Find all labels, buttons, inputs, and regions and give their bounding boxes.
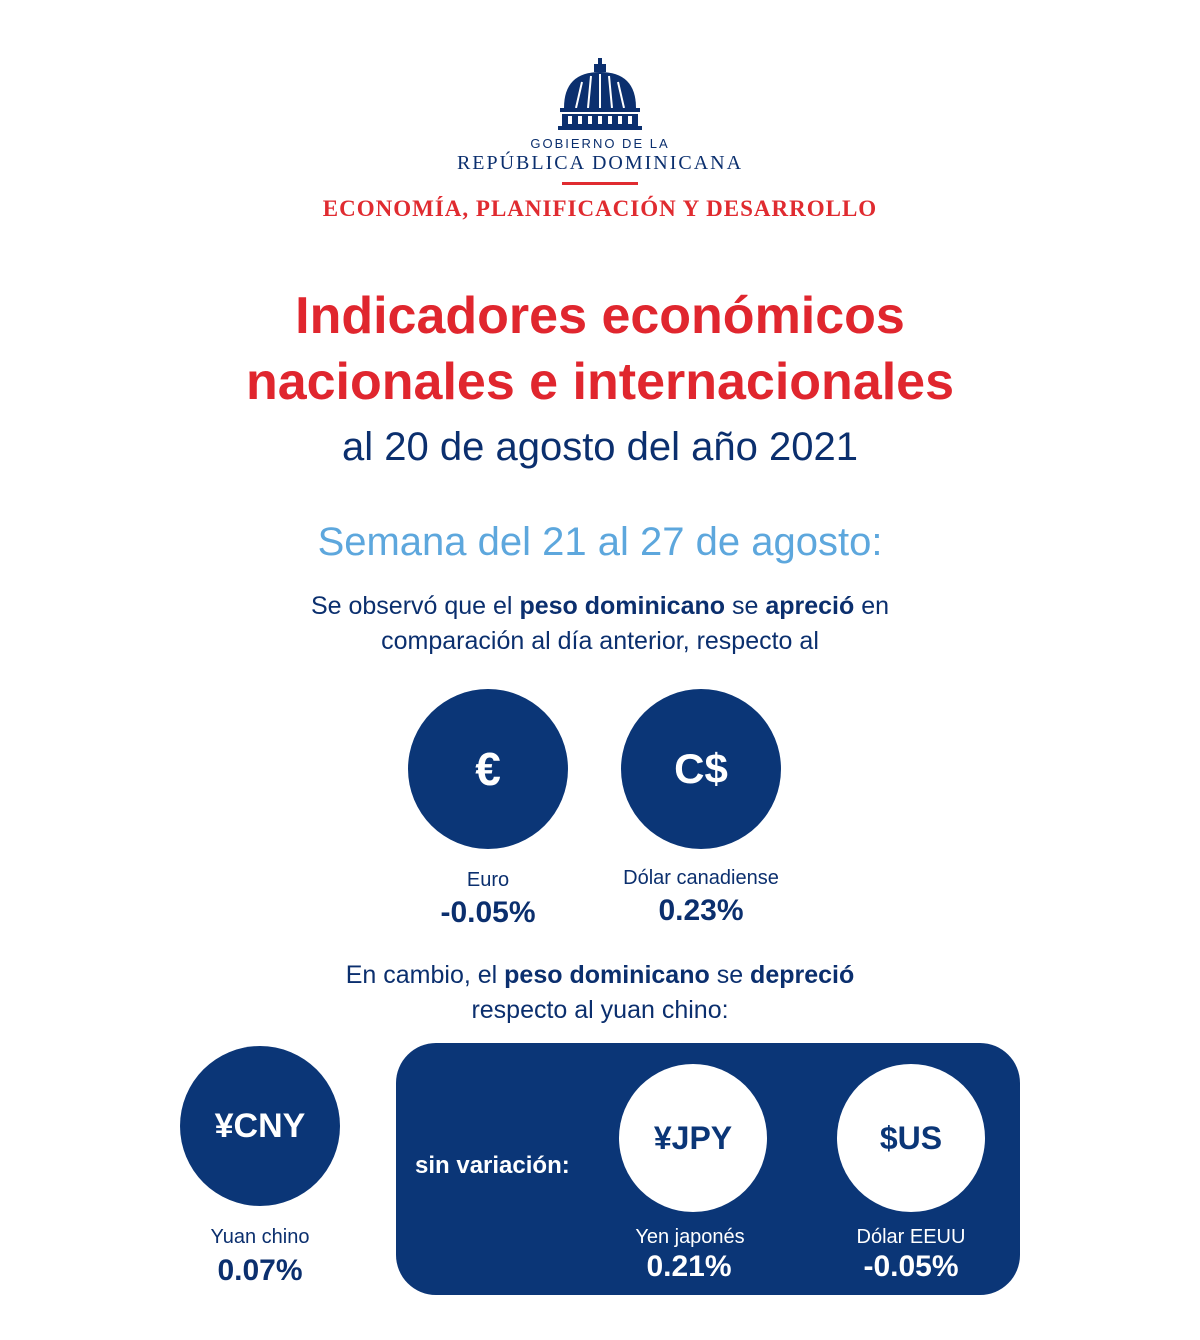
aprecio-emphasis: apreció [765, 592, 855, 620]
report-date: al 20 de agosto del año 2021 [342, 425, 858, 469]
deprecio-emphasis: depreció [750, 961, 855, 989]
peso-dominicano-emphasis: peso dominicano [504, 961, 710, 989]
appreciation-text [0, 589, 1200, 659]
euro-name: Euro [466, 869, 510, 891]
canadian-dollar-icon: C$ [621, 689, 781, 849]
canadian-dollar-value: 0.23% [658, 894, 744, 927]
text-fragment: En cambio, el [345, 961, 505, 989]
no-variation-label: sin variación: [415, 1152, 570, 1179]
yen-name: Yen japonés [635, 1226, 745, 1248]
yuan-name: Yuan chino [210, 1226, 310, 1248]
canadian-dollar-name: Dólar canadiense [623, 867, 779, 889]
page-title-line-1: Indicadores económicos [295, 287, 905, 345]
yen-value: 0.21% [646, 1250, 732, 1283]
text-fragment: Se observó que el [310, 592, 520, 620]
government-dome-logo [558, 56, 642, 132]
page-title-line-2: nacionales e internacionales [245, 353, 955, 411]
euro-value: -0.05% [440, 896, 536, 929]
text-line: comparación al día anterior, respecto al [381, 627, 819, 655]
euro-icon: € [408, 689, 568, 849]
yen-icon: ¥JPY [619, 1064, 767, 1212]
text-fragment: en [854, 592, 890, 620]
depreciation-text [0, 958, 1200, 1028]
ministry-label: ECONOMÍA, PLANIFICACIÓN Y DESARROLLO [322, 196, 878, 221]
header-divider [562, 182, 638, 185]
country-label: REPÚBLICA DOMINICANA [456, 152, 744, 174]
text-line: respecto al yuan chino: [471, 996, 729, 1024]
yuan-icon: ¥CNY [180, 1046, 340, 1206]
government-label: GOBIERNO DE LA [530, 136, 670, 151]
week-heading: Semana del 21 al 27 de agosto: [317, 520, 883, 564]
us-dollar-icon: $US [837, 1064, 985, 1212]
text-fragment: se [725, 592, 766, 620]
text-fragment: se [709, 961, 751, 989]
us-dollar-name: Dólar EEUU [856, 1226, 966, 1248]
peso-dominicano-emphasis: peso dominicano [519, 592, 726, 620]
yuan-value: 0.07% [217, 1254, 303, 1287]
us-dollar-value: -0.05% [863, 1250, 959, 1283]
